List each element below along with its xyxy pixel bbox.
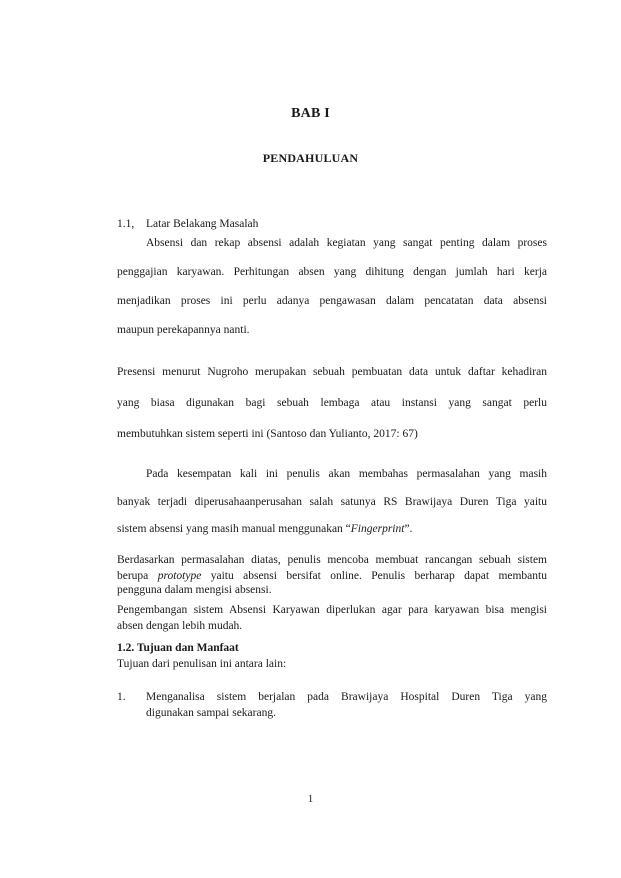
- list-item-line2: digunakan sampai sekarang.: [146, 707, 276, 719]
- page-number: 1: [307, 793, 314, 805]
- para4-line2-italic: prototype: [157, 570, 202, 582]
- section-1-1-number: 1.1,: [117, 218, 135, 230]
- para1-line2: penggajian karyawan. Perhitungan absen yang dihitung dengan jumlah hari kerja: [117, 266, 547, 278]
- para3-line3: [117, 522, 412, 537]
- list-item-line1: Menganalisa sistem berjalan pada Brawijaya Hospital Duren Tiga yang: [146, 691, 547, 703]
- para5-line2: absen dengan lebih mudah.: [117, 620, 243, 632]
- para4: [117, 553, 547, 597]
- para1-line4: maupun perekapannya nanti.: [117, 324, 250, 336]
- para3-line2: banyak terjadi diperusahaanperusahan salah satunya RS Brawijaya Duren Tiga yaitu: [117, 496, 547, 508]
- para2-line3: membutuhkan sistem seperti ini (Santoso dan Yulianto, 2017: 67): [117, 428, 418, 440]
- section-1-2-intro: Tujuan dari penulisan ini antara lain:: [117, 658, 287, 670]
- para4-line1: Berdasarkan permasalahan diatas, penulis mencoba membuat rancangan sebuah sistem: [117, 554, 547, 566]
- para3-line3-prefix: sistem absensi yang masih manual menggunakan “: [117, 523, 351, 535]
- para4-line2-suffix: yaitu absensi bersifat online. Penulis berharap dapat membantu: [201, 570, 547, 582]
- chapter-title: PENDAHULUAN: [262, 151, 359, 165]
- para4-line2-prefix: berupa: [117, 570, 158, 582]
- para5-line1: Pengembangan sistem Absensi Karyawan diperlukan agar para karyawan bisa mengisi: [117, 604, 547, 616]
- para5: [117, 603, 547, 633]
- para4-line3: pengguna dalam mengisi absensi.: [117, 584, 272, 596]
- chapter-number: BAB I: [291, 106, 330, 121]
- para1-line1: Absensi dan rekap absensi adalah kegiatan yang sangat penting dalam proses: [146, 237, 547, 249]
- para1-line3: menjadikan proses ini perlu adanya pengawasan dalam pencatatan data absensi: [117, 295, 547, 307]
- para3-line3-italic: Fingerprint: [350, 523, 405, 535]
- para2-line1: Presensi menurut Nugroho merupakan sebuah pembuatan data untuk daftar kehadiran: [117, 366, 547, 378]
- list-item-number: 1.: [117, 691, 126, 703]
- para4-line2: [117, 569, 547, 583]
- para3-line1: Pada kesempatan kali ini penulis akan membahas permasalahan yang masih: [146, 468, 547, 480]
- section-1-2-title: 1.2. Tujuan dan Manfaat: [117, 642, 239, 654]
- para2-line2: yang biasa digunakan bagi sebuah lembaga atau instansi yang sangat perlu: [117, 397, 547, 409]
- para3-line3-suffix: ”.: [404, 523, 413, 535]
- section-1-1-title: Latar Belakang Masalah: [146, 218, 259, 230]
